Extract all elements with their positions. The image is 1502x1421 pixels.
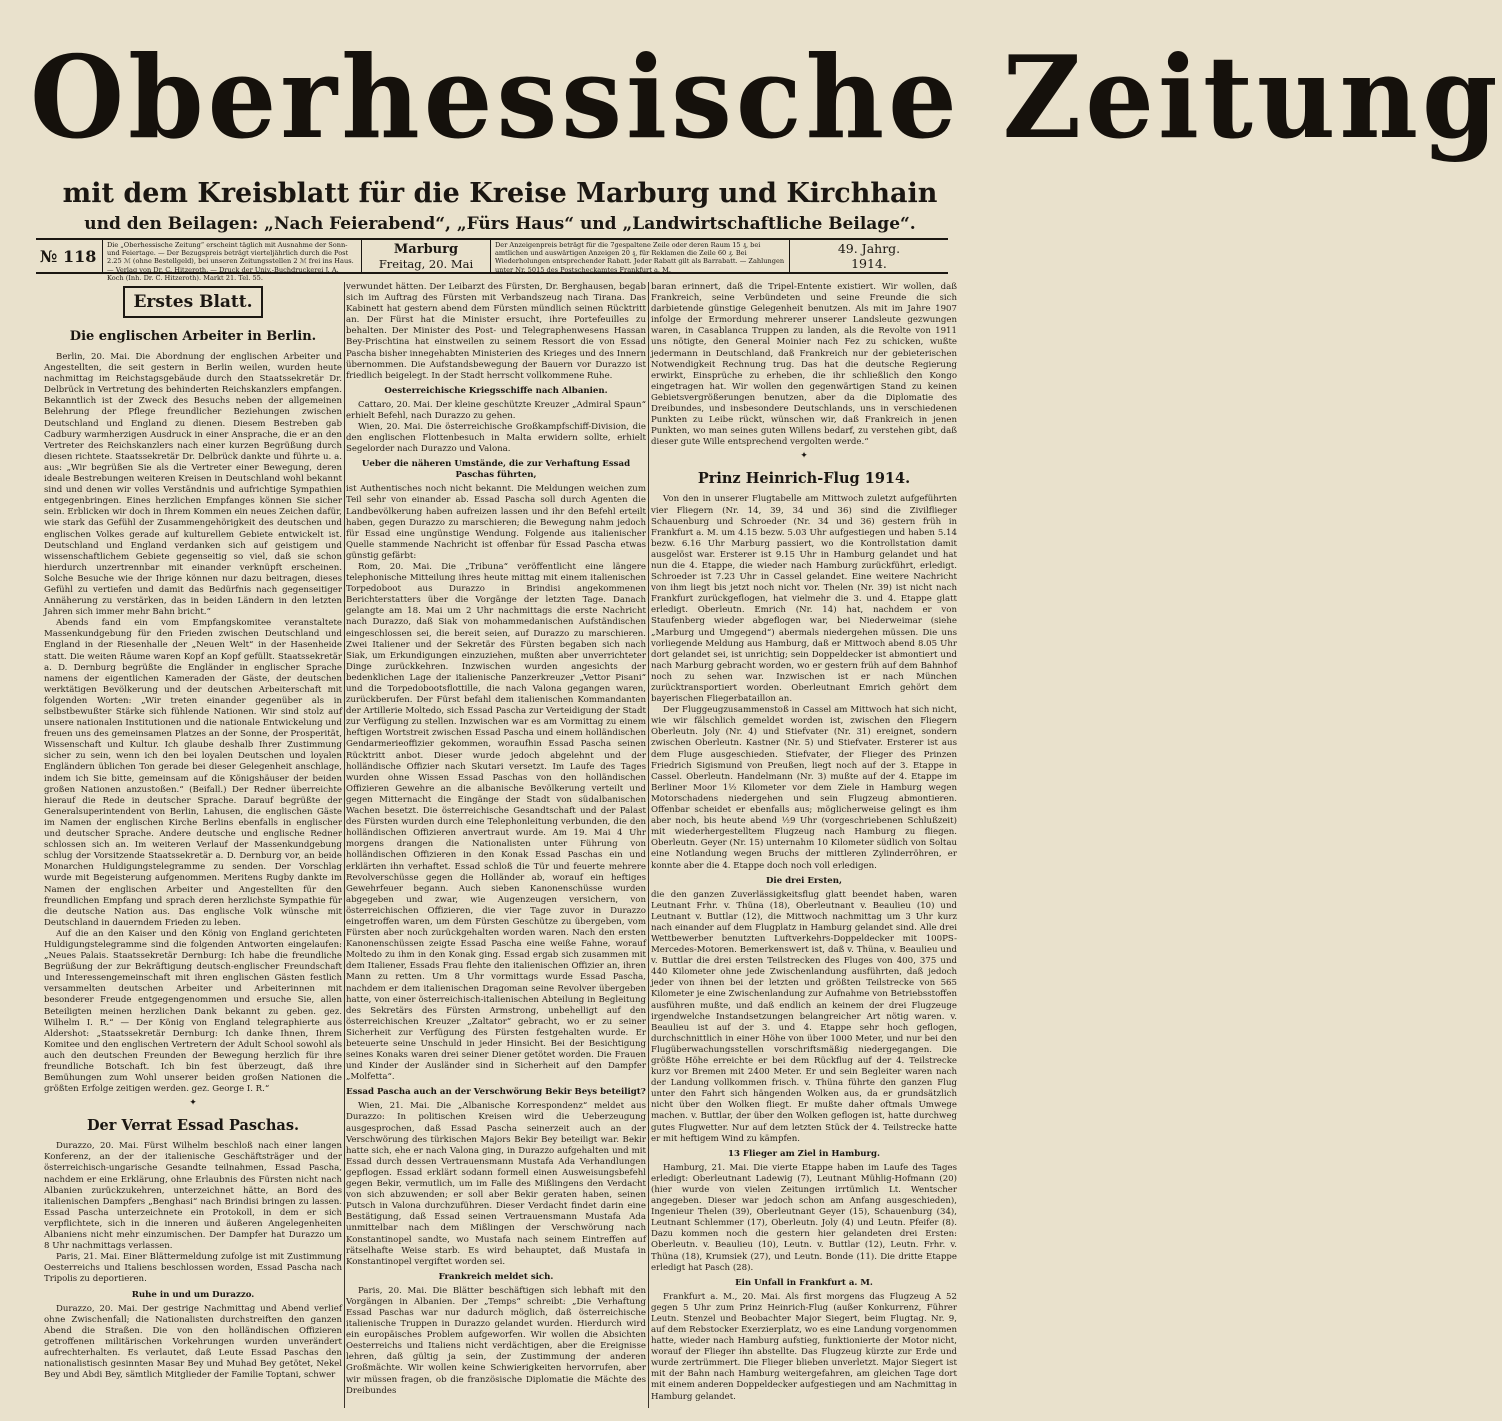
article-subheading: Oesterreichische Kriegsschiffe nach Albanien. — [384, 385, 608, 396]
article-paragraph: Durazzo, 20. Mai. Fürst Wilhelm beschloß nach einer langen Konferenz, an der der italienische Geschäftsträger und der österreichisch-ungarische Gesandte teilnahmen, Essad Pascha, nachdem er eine Erklärung, ohne Erlaubnis des Fürsten nicht nach Albanien zurückzukehren, unterzeichnet hätte, an Bord des italienischen Dampfers „Benghasi“ nach Brindisi bringen zu lassen. Essad Pascha unterzeichnete ein Protokoll, in dem er sich verpflichtete, sich in die inneren und äußeren Angelegenheiten Albaniens nicht mehr einzumischen. Der Dampfer hat Durazzo um 8 Uhr nachmittags verlassen. — [44, 1141, 342, 1252]
article-paragraph: Cattaro, 20. Mai. Der kleine geschützte Kreuzer „Admiral Spaun“ erhielt Befehl, nach Durazzo zu gehen. — [346, 399, 646, 421]
dateline — [362, 240, 490, 272]
article-subheading: Ueber die näheren Umstände, die zur Verhaftung Essad Paschas führten, — [361, 459, 631, 481]
subscription-info: Die „Oberhessische Zeitung“ erscheint täglich mit Ausnahme der Sonn- und Feiertage. — Der Bezugspreis beträgt vierteljährlich durch die Post 2.25 ℳ (ohne Bestellgeld), bei unseren Zeitungsstellen 2 ℳ frei ins Haus. — Verlag von Dr. C. Hitzeroth. — Druck der Univ.-Buchdruckerei J. A. Koch (Inh. Dr. C. Hitzeroth). Markt 21. Tel. 55. — [102, 240, 362, 272]
dateline-date: Freitag, 20. Mai — [378, 256, 474, 271]
article-subheading: Essad Pascha auch an der Verschwörung Bekir Beys beteiligt? — [346, 1087, 646, 1098]
section-title: Erstes Blatt. — [123, 286, 263, 318]
issue-info-bar — [36, 238, 948, 282]
volume: 49. Jahrg. — [837, 241, 901, 256]
article-headline: Die englischen Arbeiter in Berlin. — [69, 329, 317, 344]
article-paragraph: Rom, 20. Mai. Die „Tribuna“ veröffentlicht eine längere telephonische Mitteilung ihres heute mittag mit einem italienischen Torpedoboot aus Durazzo in Brindisi angekommenen Berichterstatters über die Vorgänge der letzten Tage. Danach gelangte am 18. Mai um 2 Uhr nachmittags die erste Nachricht nach Durazzo, daß Siak von mohammedanischen Aufständischen eingeschlossen sei, die bereit seien, auf Durazzo zu marschieren. Zwei Italiener und der Sekretär des Fürsten begaben sich nach Siak, um Erkundigungen einzuziehen, mußten aber unverrichteter Dinge zurückkehren. Inzwischen wurden angesichts der bedenklichen Lage der italienische Panzerkreuzer „Vettor Pisani“ und die Torpedobootsflottille, die nach Valona gegangen waren, zurückberufen. Der Fürst befahl dem italienischen Kommandanten der Artillerie Moltedo, sich Essad Pascha zur Verteidigung der Stadt zur Verfügung zu stellen. Inzwischen war es am Vormittag zu einem heftigen Wortstreit zwischen Essad Pascha und einem holländischen Gendarmerieoffizier gekommen, woraufhin Essad Pascha seinen Rücktritt anbot. Dieser wurde jedoch abgelehnt und der holländische Offizier nach Skutari versetzt. Im Laufe des Tages wurden ohne Wissen Essad Paschas von den holländischen Offizieren Gewehre an die albanische Bevölkerung verteilt und gegen Mitternacht die Eingänge der Stadt von südalbanischen Wachen besetzt. Die österreichische Gesandtschaft und der Palast des Fürsten wurden durch eine Telephonleitung verbunden, die den holländischen Offizieren anvertraut wurde. Am 19. Mai 4 Uhr morgens drangen die Nationalisten unter Führung von holländischen Offizieren in den Konak Essad Paschas ein und erklärten ihn verhaftet. Essad schloß die Tür und feuerte mehrere Revolverschüsse gegen die Holländer ab, worauf ein heftiges Gewehrfeuer begann. Auch sieben Kanonenschüsse wurden abgegeben und zwar, wie Augenzeugen versichern, von österreichischen Offizieren, die vier Tage zuvor in Durazzo eingetroffen waren, um dem Fürsten Geschütze zu übergeben, vom Fürsten aber noch zurückgehalten worden waren. Nach den ersten Kanonenschüssen zeigte Essad Pascha eine weiße Fahne, worauf Moltedo zu ihm in den Konak ging. Essad ergab sich zusammen mit dem Italiener, Essads Frau flehte den italienischen Offizier an, ihren Mann zu retten. Um 8 Uhr vormittags wurde Essad Pascha, nachdem er dem italienischen Dragoman seine Revolver übergeben hatte, von einer österreichisch-italienischen Abteilung in Begleitung des Sekretärs des Fürsten Armstrong, unbehelligt auf den österreichischen Kreuzer „Zaltator“ gebracht, wo er zu seiner Sicherheit zur Verfügung des Fürsten festgehalten wurde. Er beteuerte seine Unschuld in jeder Hinsicht. Bei der Besichtigung seines Konaks waren drei seiner Diener getötet worden. Die Frauen und Kinder der Ausländer sind in Sicherheit auf den Dampfer „Molfetta“. — [346, 561, 646, 1083]
article-paragraph: baran erinnert, daß die Tripel-Entente existiert. Wir wollen, daß Frankreich, seine Verbündeten und seine Freunde die sich darbietende günstige Gelegenheit benutzen. Als mit im Jahre 1907 infolge der Ermordung mehrerer unserer Landsleute gezwungen waren, in Casablanca Truppen zu landen, als die Revolte von 1911 uns nötigte, den General Moinier nach Fez zu schicken, wußte jedermann in Deutschland, daß Frankreich nur der gebieterischen Notwendigkeit Rechnung trug. Das hat die deutsche Regierung erwirkt, Einsprüche zu erheben, die ihr schließlich den Kongo eingetragen hat. Wir wollen den gegenwärtigen Stand zu keinen Gebietsvergrößerungen benutzen, aber da die Diplomatie des Dreibundes, und insbesondere Deutschlands, uns in verschiedenen Punkten zu Leibe rückt, wünschen wir, daß Frankreich in jenen Punkten, wo man seines guten Willens bedarf, zu verstehen gibt, daß dieser gute Wille entsprechend vergolten werde.“ — [651, 282, 957, 448]
article-paragraph: verwundet hätten. Der Leibarzt des Fürsten, Dr. Berghausen, begab sich im Auftrag des Fürsten mit Verbandszeug nach Tirana. Das Kabinett hat gestern abend dem Fürsten mündlich seinen Rücktritt an. Der Fürst hat die Minister ersucht, ihre Portefeuilles zu behalten. Der Minister des Post- und Telegraphenwesens Hassan Bey-Prischtina hat einstweilen zu seinem Ressort die von Essad Pascha bisher innegehabten Ministerien des Krieges und des Innern übernommen. Die Aufstandsbewegung der Bauern vor Durazzo ist friedlich beigelegt. In der Stadt herrscht vollkommene Ruhe. — [346, 282, 646, 381]
column-2 — [346, 282, 646, 1412]
volume-year — [790, 240, 948, 272]
column-rule — [344, 282, 345, 1408]
year: 1914. — [851, 256, 887, 271]
article-subheading: Die drei Ersten, — [765, 875, 843, 886]
article-headline: Prinz Heinrich-Flug 1914. — [697, 470, 911, 488]
masthead-subtitle: mit dem Kreisblatt für die Kreise Marburg und Kirchhain — [62, 178, 938, 209]
article-paragraph: Hamburg, 21. Mai. Die vierte Etappe haben im Laufe des Tages erledigt: Oberleutnant Ladewig (7), Leutnant Mühlig-Hofmann (20) (hier wurde von vielen Zeitungen irrtümlich Lt. Wentscher angegeben. Dieser war jedoch schon am Anfang ausgeschieden), Ingenieur Thelen (39), Oberleutnant Geyer (15), Schauenburg (34), Leutnant Schlemmer (17), Oberleutn. Joly (4) und Leutn. Pfeifer (8). Dazu kommen noch die gestern hier gelandeten drei Ersten: Oberleutn. v. Beaulieu (10), Leutn. v. Buttlar (12), Leutn. Frhr. v. Thüna (18), Krumsiek (27), und Leutn. Bonde (11). Die dritte Etappe erledigt hat Pasch (28). — [651, 1162, 957, 1273]
article-subheading: Frankreich meldet sich. — [438, 1271, 554, 1282]
article-paragraph: Wien, 21. Mai. Die „Albanische Korrespondenz“ meldet aus Durazzo: In politischen Kreisen wird die Ueberzeugung ausgesprochen, daß Essad Pascha seinerzeit auch an der Verschwörung des türkischen Majors Bekir Bey beteiligt war. Bekir hatte sich, ehe er nach Valona ging, in Durazzo aufgehalten und mit Essad durch dessen Vertrauensmann Mustafa Ada Verhandlungen gepflogen. Essad erklärt sodann formell einen Ausweisungsbefehl gegen Bekir, vermutlich, um im Falle des Mißlingens den Verdacht von sich abzuwenden; er soll aber Bekir geraten haben, seinen Putsch in Valona durchzuführen. Dieser Verdacht findet darin eine Bestätigung, daß Essad seinen Vertrauensmann Mustafa Ada unmittelbar nach dem Mißlingen der Verschwörung nach Konstantinopel sandte, wo Mustafa nach seinem Eintreffen auf rätselhafte Weise starb. Es wird behauptet, daß Mustafa in Konstantinopel vergiftet worden sei. — [346, 1101, 646, 1267]
article-paragraph: Frankfurt a. M., 20. Mai. Als first morgens das Flugzeug A 52 gegen 5 Uhr zum Prinz Heinrich-Flug (außer Konkurrenz, Führer Leutn. Stenzel und Beobachter Major Siegert, beim Flugtag. Nr. 9, auf dem Rebstocker Exerzierplatz, wo es eine Landung vorgenommen hatte, wieder nach Hamburg aufstieg, funktionierte der Motor nicht, worauf der Flieger ihn abstellte. Das Flugzeug kürzte zur Erde und wurde zertrümmert. Die Flieger blieben unverletzt. Major Siegert ist mit der Bahn nach Hamburg weitergefahren, am gleichen Tage dort mit einem anderen Doppeldecker aufgestiegen und am Nachmittag in Hamburg gelandet. — [651, 1291, 957, 1402]
article-paragraph: Von den in unserer Flugtabelle am Mittwoch zuletzt aufgeführten vier Fliegern (Nr. 14, 39, 34 und 36) sind die Zivilflieger Schauenburg und Schroeder (Nr. 34 und 36) gestern früh in Frankfurt a. M. um 4.15 bezw. 5.03 Uhr aufgestiegen und haben 5.14 bezw. 6.16 Uhr Marburg passiert, wo die Kontrollstation damit ausgelöst war. Ersterer ist 9.15 Uhr in Hamburg gelandet und hat nun die 4. Etappe, die wieder nach Hamburg zurückführt, erledigt. Schroeder ist 7.23 Uhr in Cassel gelandet. Eine weitere Nachricht von ihm liegt bis jetzt noch nicht vor. Thelen (Nr. 39) ist nicht nach Frankfurt zurückgeflogen, hat vielmehr die 3. und 4. Etappe glatt erledigt. Oberleutn. Emrich (Nr. 14) hat, nachdem er von Staufenberg wieder abgeflogen war, bei Niederweimar (siehe „Marburg und Umgegend“) abermals niedergehen müssen. Die uns vorliegende Meldung aus Hamburg, daß er Mittwoch abend 8.05 Uhr dort gelandet sei, ist unrichtig; sein Doppeldecker ist abmontiert und nach Marburg gebracht worden, wo er gestern früh auf dem Bahnhof noch zu sehen war. Inzwischen ist er nach München zurücktransportiert worden. Oberleutnant Emrich gehört dem bayerischen Fliegerbataillon an. — [651, 494, 957, 705]
issue-number: № 118 — [40, 246, 97, 266]
column-3 — [651, 282, 957, 1412]
article-paragraph: Wien, 20. Mai. Die österreichische Großkampfschiff-Division, die den englischen Flottenbesuch in Malta erwidern sollte, erhielt Segelorder nach Durazzo und Valona. — [346, 422, 646, 455]
article-paragraph: Der Fluggeugzusammenstoß in Cassel am Mittwoch hat sich nicht, wie wir fälschlich gemeldet worden ist, zwischen den Fliegern Oberleutn. Joly (Nr. 4) und Stiefvater (Nr. 31) ereignet, sondern zwischen Oberleutn. Kastner (Nr. 5) und Stiefvater. Ersterer ist aus dem Fluge ausgeschieden. Stiefvater, der Flieger des Prinzen Friedrich Sigismund von Preußen, liegt noch auf der 3. Etappe in Cassel. Oberleutn. Handelmann (Nr. 3) mußte auf der 4. Etappe im Berliner Moor 1½ Kilometer vor dem Ziele in Hamburg wegen Motorschadens niedergehen und sein Flugzeug abmontieren. Offenbar scheidet er ebenfalls aus; möglicherweise gelingt es ihm aber noch, bis heute abend ½9 Uhr (vorgeschriebenen Schlußzeit) mit wiederhergestelltem Flugzeug nach Hamburg zu fliegen. Oberleutn. Geyer (Nr. 15) unternahm 10 Kilometer südlich von Soltau eine Notlandung wegen Bruchs der mittleren Zylinderröhren, er konnte aber die 4. Etappe doch noch voll erledigen. — [651, 705, 957, 871]
article-paragraph: die den ganzen Zuverlässigkeitsflug glatt beendet haben, waren Leutnant Frhr. v. Thüna (18), Oberleutnant v. Beaulieu (10) und Leutnant v. Buttlar (12), die Mittwoch nachmittag um 3 Uhr kurz nach einander auf dem Flugplatz in Hamburg gelandet sind. Alle drei Wettbewerber benutzten Luftverkehrs-Doppeldecker mit 100PS-Mercedes-Motoren. Bemerkenswert ist, daß v. Thüna, v. Beaulieu und v. Buttlar die drei ersten Teilstrecken des Fluges von 400, 375 und 440 Kilometer ohne jede Zwischenlandung ausführten, daß jedoch jeder von ihnen bei der letzten und größten Teilstrecke von 565 Kilometer je eine Zwischenlandung zur Aufnahme von Betriebsstoffen ausführen mußte, und daß endlich an keinem der drei Flugzeuge irgendwelche Instandsetzungen belangreicher Art nötig waren. v. Beaulieu ist auf der 3. und 4. Etappe sehr hoch geflogen, durchschnittlich in einer Höhe von über 1000 Meter, und nur bei den Flugüberwachungsstellen vorschriftsmäßig niedergegangen. Die größte Höhe erreichte er bei dem Rückflug auf der 4. Teilstrecke kurz vor Bremen mit 2400 Meter. Er und sein Begleiter waren nach der Landung vollkommen frisch. v. Thüna führte den ganzen Flug unter den Fahrt sich hängenden Wolken aus, da er grundsätzlich nicht über den Wolken fliegt. Er mußte daher oftmals Umwege machen. v. Buttlar, der über den Wolken geflogen ist, hatte durchweg gutes Flugwetter. Nur auf dem letzten Stück der 4. Teilstrecke hatte er mit heftigem Wind zu kämpfen. — [651, 889, 957, 1144]
article-paragraph: Berlin, 20. Mai. Die Abordnung der englischen Arbeiter und Angestellten, die seit gestern in Berlin weilen, wurden heute nachmittag im Reichstagsgebäude durch den Staatssekretär Dr. Delbrück in Vertretung des behinderten Reichskanzlers empfangen. Bekanntlich ist der Zweck des Besuchs neben der allgemeinen Belehrung der Pflege freundlicher Beziehungen zwischen Deutschland und England zu dienen. Diesem Bestreben gab Cadbury warmherzigen Ausdruck in einer Ansprache, die er an den Vertreter des Reichskanzlers nach einer kurzen Begrüßung durch diesen richtete. Staatssekretär Dr. Delbrück dankte und führte u. a. aus: „Wir begrüßen Sie als die Vertreter einer Bewegung, deren ideale Bestrebungen weiteren Kreisen in Deutschland wohl bekannt sind und denen wir volles Verständnis und aufrichtige Sympathien entgegenbringen. Eines herzlichen Empfanges können Sie sicher sein. Erblicken wir doch in Ihrem Kommen ein neues Zeichen dafür, wie stark das Gefühl der Zusammengehörigkeit des deutschen und englischen Volkes gerade auf kulturellem Gebiete entwickelt ist. Deutschland und England verdanken sich auf geistigem und wissenschaftlichem Gebiete gegenseitig so viel, daß sie schon hierdurch unzertrennbar mit einander verknüpft erscheinen. Solche Besuche wie der Ihrige können nur dazu beitragen, dieses Gefühl zu vertiefen und damit das Bedürfnis nach gegenseitiger Annäherung zu verstärken, das in beiden Ländern in den letzten Jahren sich immer mehr Bahn bricht.“ — [44, 352, 342, 618]
separator-star: ✦ — [189, 1098, 197, 1109]
article-headline: Der Verrat Essad Paschas. — [86, 1117, 300, 1135]
article-subheading: Ein Unfall in Frankfurt a. M. — [735, 1277, 873, 1288]
article-paragraph: Auf die an den Kaiser und den König von England gerichteten Huldigungstelegramme sind die folgenden Antworten eingelaufen: „Neues Palais. Staatssekretär Dernburg: Ich habe die freundliche Begrüßung der zur Bekräftigung deutsch-englischer Freundschaft und Interessengemeinschaft mit ihren englischen Gästen festlich versammelten deutschen Arbeiter und Arbeiterinnen mit besonderer Freude entgegengenommen und ersuche Sie, allen Beteiligten meinen herzlichen Dank bekannt zu geben. gez. Wilhelm I. R.“ — Der König von England telegraphierte aus Aldershot: „Staatssekretär Dernburg: Ich danke Ihnen, Ihrem Komitee und den englischen Vertretern der Adult School sowohl als auch den deutschen Freunden der Bewegung herzlich für ihre freundliche Botschaft. Ich bin fest überzeugt, daß ihre Bemühungen zum Wohl unserer beiden großen Nationen die größten Erfolge zeitigen werden. gez. George I. R.“ — [44, 928, 342, 1095]
article-paragraph: Abends fand ein vom Empfangskomitee veranstaltete Massenkundgebung für den Frieden zwischen Deutschland und England in der Riesenhalle der „Neuen Welt“ in der Hasenheide statt. Die weiten Räume waren Kopf an Kopf gefüllt. Staatssekretär a. D. Dernburg begrüßte die Engländer in englischer Sprache namens der eigentlichen Kameraden der Gäste, der deutschen werktätigen Bevölkerung und der deutschen Arbeiterschaft mit folgenden Worten: „Wir treten einander gegenüber als in selbstbewußter Stärke sich fühlende Nationen. Wir sind stolz auf unsere nationalen Institutionen und die nationale Entwickelung und freuen uns des gemeinsamen Platzes an der Sonne, der Prosperität, Wissenschaft und Kultur. Ich glaube deshalb Ihrer Zustimmung sicher zu sein, wenn ich den bei loyalen Deutschen und loyalen Engländern üblichen Ton gerade bei dieser Gelegenheit anschlage, indem ich Sie bitte, gemeinsam auf die Königshäuser der beiden großen Nationen anzustoßen.“ (Beifall.) Der Redner überreichte hierauf die Rede in deutscher Sprache. Darauf begrüßte der Generalsuperintendent von Berlin, Lahusen, die englischen Gäste im Namen der englischen Kirche Berlins ebenfalls in englischer und deutscher Sprache. Andere deutsche und englische Redner schlossen sich an. Im weiteren Verlauf der Massenkundgebung schlug der Vorsitzende Staatssekretär a. D. Dernburg vor, an beide Monarchen Huldigungstelegramme zu senden. Der Vorschlag wurde mit Begeisterung aufgenommen. Meritens Rugby dankte im Namen der englischen Arbeiter und Angestellten für den freundlichen Empfang und sprach deren herzlichste Sympathie für die deutsche Nation aus. Das englische Volk wünsche mit Deutschland in dauerndem Frieden zu leben. — [44, 618, 342, 928]
article-paragraph: Paris, 20. Mai. Die Blätter beschäftigen sich lebhaft mit den Vorgängen in Albanien. Der „Temps“ schreibt: „Die Verhaftung Essad Paschas war nur dadurch möglich, daß österreichische italienische Truppen in Durazzo gelandet wurden. Hierdurch wird ein europäisches Problem aufgeworfen. Wir wollen die Absichten Oesterreichs und Italiens nicht verdächtigen, aber die Ereignisse lehren, daß gültig ja sein, der Zustimmung der anderen Großmächte. Wir wollen keine Schwierigkeiten hervorrufen, aber wir müssen fragen, ob die französische Diplomatie die Mächte des Dreibundes — [346, 1285, 646, 1396]
separator-star: ✦ — [800, 451, 808, 462]
article-paragraph: Paris, 21. Mai. Einer Blättermeldung zufolge ist mit Zustimmung Oesterreichs und Italiens beschlossen worden, Essad Pascha nach Tripolis zu deportieren. — [44, 1252, 342, 1285]
article-subheading: Ruhe in und um Durazzo. — [131, 1289, 255, 1300]
article-paragraph: ist Authentisches noch nicht bekannt. Die Meldungen weichen zum Teil sehr von einander ab. Essad Pascha soll durch Agenten die Landbevölkerung haben aufreizen lassen und ihr den Befehl erteilt haben, gegen Durazzo zu marschieren; die Bewegung nahm jedoch für Essad eine ungünstige Wendung. Folgende aus italienischer Quelle stammende Nachricht ist offenbar für Essad Pascha etwas günstig gefärbt: — [346, 484, 646, 561]
masthead-supplements: und den Beilagen: „Nach Feierabend“, „Fürs Haus“ und „Landwirtschaftliche Beilage“. — [84, 214, 916, 234]
dateline-city: Marburg — [393, 241, 459, 257]
article-paragraph: Durazzo, 20. Mai. Der gestrige Nachmittag und Abend verlief ohne Zwischenfall; die Nationalisten durchstreiften den ganzen Abend die Straßen. Die von den holländischen Offizieren getroffenen militärischen Vorkehrungen wurden unverändert aufrechterhalten. Es verlautet, daß Leute Essad Paschas den nationalistisch gesinnten Masar Bey und Muhad Bey getötet, Nekel Bey und Abdi Bey, sämtlich Mitglieder der Familie Toptani, schwer — [44, 1303, 342, 1381]
column-rule — [648, 282, 649, 1408]
masthead-title: Oberhessische Zeitung — [30, 31, 1502, 165]
column-1 — [44, 282, 342, 1412]
article-subheading: 13 Flieger am Ziel in Hamburg. — [727, 1148, 881, 1159]
advertising-rates: Der Anzeigenpreis beträgt für die 7gespaltene Zeile oder deren Raum 15 ₰, bei amtlichen und auswärtigen Anzeigen 20 ₰, für Reklamen die Zeile 60 ₰. Bei Wiederholungen entsprechender Rabatt. Jeder Rabatt gilt als Barrabatt. — Zahlungen unter Nr. 5015 des Postscheckamtes Frankfurt a. M. — [490, 240, 790, 272]
